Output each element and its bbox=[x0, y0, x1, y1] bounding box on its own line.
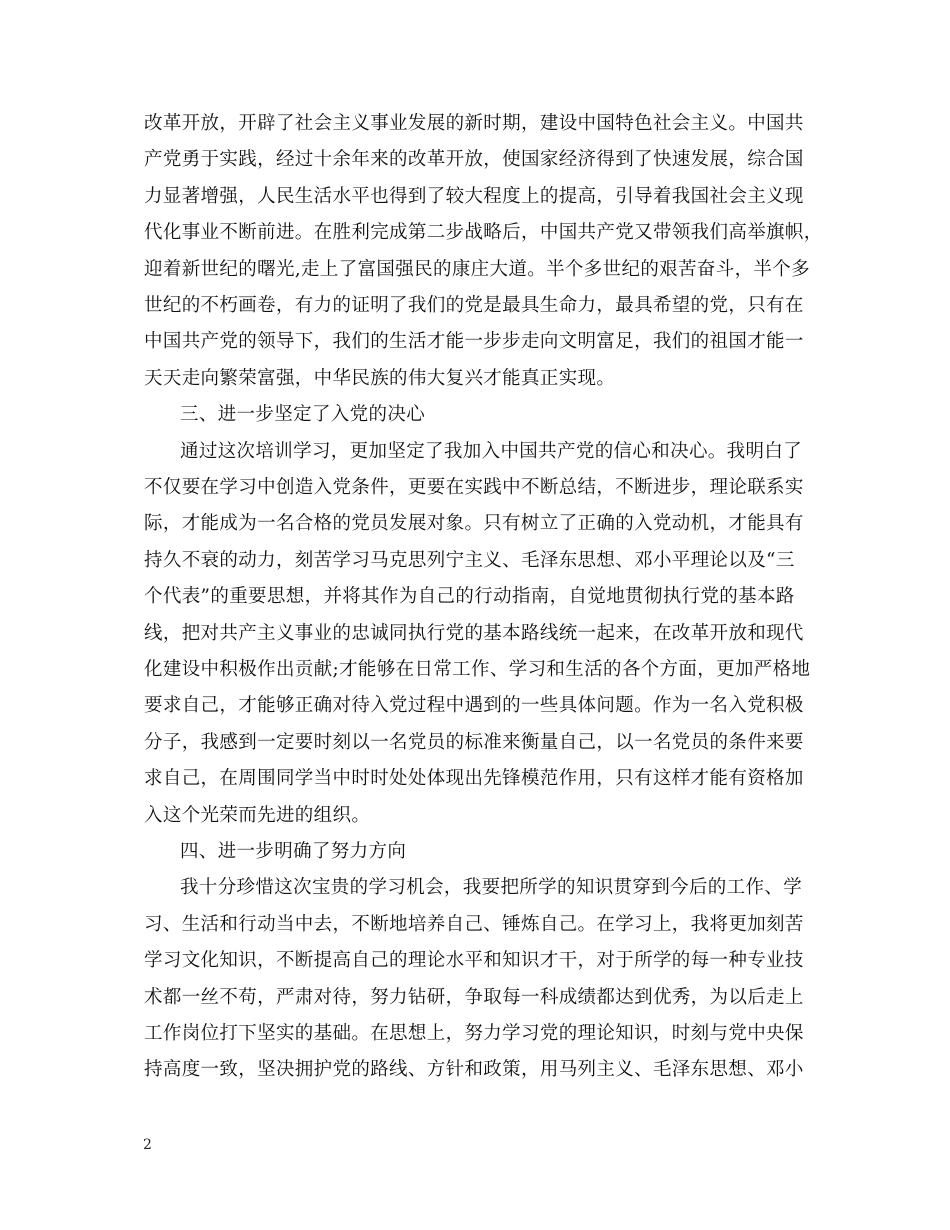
text-line: 中国共产党的领导下，我们的生活才能一步步走向文明富足，我们的祖国才能一 bbox=[144, 331, 804, 352]
text-line: 要求自己，才能够正确对待入党过程中遇到的一些具体问题。作为一名入党积极 bbox=[144, 695, 804, 716]
text-line: 术都一丝不苟，严肃对待，努力钻研，争取每一科成绩都达到优秀，为以后走上 bbox=[144, 987, 804, 1008]
text-line: 分子，我感到一定要时刻以一名党员的标准来衡量自己，以一名党员的条件来要 bbox=[144, 732, 804, 753]
text-line: 线，把对共产主义事业的忠诚同执行党的基本路线统一起来，在改革开放和现代 bbox=[144, 623, 804, 644]
text-line: 入这个光荣而先进的组织。 bbox=[144, 805, 371, 826]
text-line: 化建设中积极作出贡献;才能够在日常工作、学习和生活的各个方面，更加严格地 bbox=[144, 659, 811, 680]
text-line: 个代表”的重要思想，并将其作为自己的行动指南，自觉地贯彻执行党的基本路 bbox=[144, 586, 795, 607]
text-line: 天天走向繁荣富强，中华民族的伟大复兴才能真正实现。 bbox=[144, 368, 616, 389]
text-line: 习、生活和行动当中去，不断地培养自己、锤炼自己。在学习上，我将更加刻苦 bbox=[144, 914, 804, 935]
text-line: 改革开放，开辟了社会主义事业发展的新时期，建设中国特色社会主义。中国共 bbox=[144, 113, 804, 134]
page-number: 2 bbox=[143, 1137, 152, 1153]
text-line: 通过这次培训学习，更加坚定了我加入中国共产党的信心和决心。我明白了 bbox=[180, 441, 803, 462]
text-line: 求自己，在周围同学当中时时处处体现出先锋模范作用，只有这样才能有资格加 bbox=[144, 768, 804, 789]
section-heading: 三、进一步坚定了入党的决心 bbox=[180, 404, 426, 425]
text-line: 迎着新世纪的曙光,走上了富国强民的康庄大道。半个多世纪的艰苦奋斗，半个多 bbox=[144, 259, 810, 280]
text-line: 不仅要在学习中创造入党条件，更要在实践中不断总结，不断进步，理论联系实 bbox=[144, 477, 804, 498]
text-line: 我十分珍惜这次宝贵的学习机会，我要把所学的知识贯穿到今后的工作、学 bbox=[180, 877, 803, 898]
text-line: 工作岗位打下坚实的基础。在思想上，努力学习党的理论知识，时刻与党中央保 bbox=[144, 1023, 804, 1044]
text-line: 力显著增强，人民生活水平也得到了较大程度上的提高，引导着我国社会主义现 bbox=[144, 186, 804, 207]
text-line: 代化事业不断前进。在胜利完成第二步战略后，中国共产党又带领我们高举旗帜， bbox=[144, 222, 823, 243]
text-line: 世纪的不朽画卷，有力的证明了我们的党是最具生命力，最具希望的党，只有在 bbox=[144, 295, 804, 316]
text-line: 产党勇于实践，经过十余年来的改革开放，使国家经济得到了快速发展，综合国 bbox=[144, 149, 804, 170]
text-line: 学习文化知识，不断提高自己的理论水平和知识才干，对于所学的每一种专业技 bbox=[144, 950, 804, 971]
text-line: 持高度一致，坚决拥护党的路线、方针和政策，用马列主义、毛泽东思想、邓小 bbox=[144, 1059, 804, 1080]
text-line: 持久不衰的动力，刻苦学习马克思列宁主义、毛泽东思想、邓小平理论以及“三 bbox=[144, 550, 795, 571]
text-line: 际，才能成为一名合格的党员发展对象。只有树立了正确的入党动机，才能具有 bbox=[144, 513, 804, 534]
section-heading: 四、进一步明确了努力方向 bbox=[180, 841, 407, 862]
